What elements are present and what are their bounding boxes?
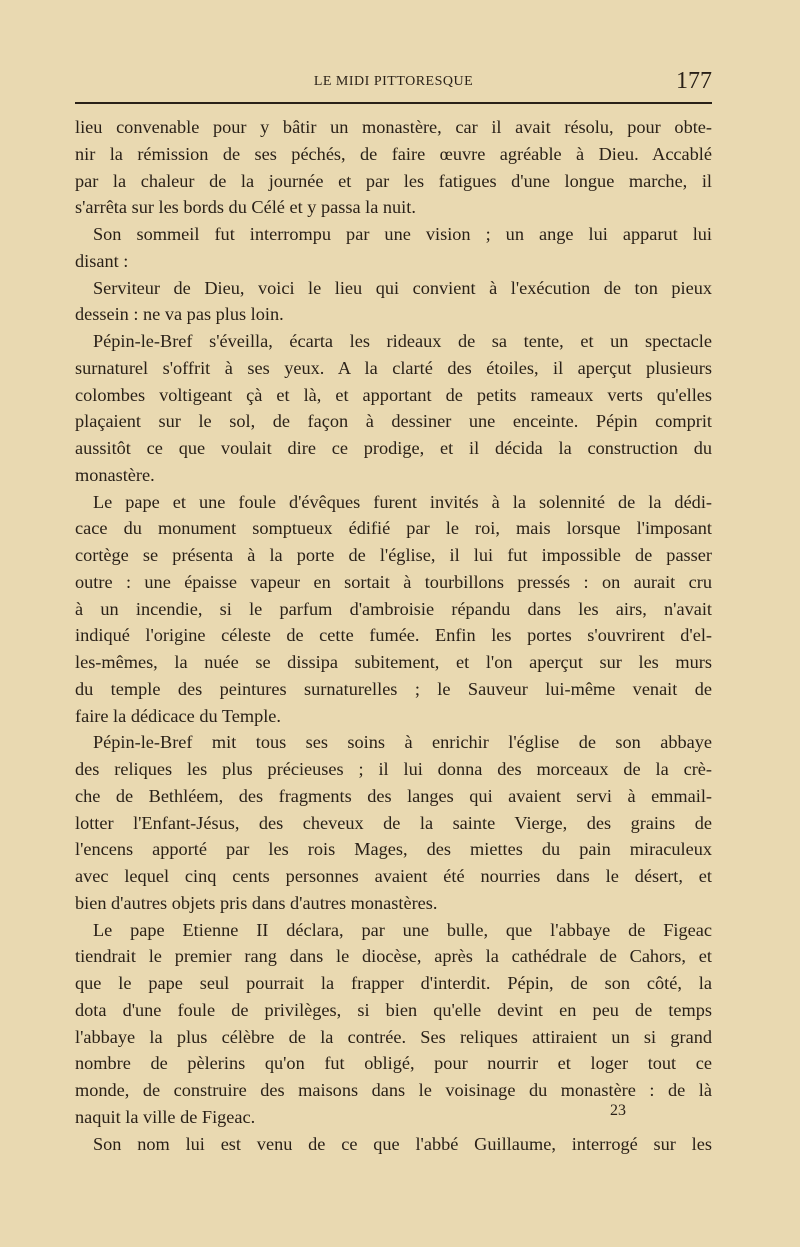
text-line: dota d'une foule de privilèges, si bien qu'elle devint en peu de temps: [75, 999, 712, 1020]
running-header: [75, 68, 712, 98]
text-line: faire la dédicace du Temple.: [75, 705, 281, 726]
paragraph: [75, 1131, 712, 1158]
text-line: plaçaient sur le sol, de façon à dessiner une enceinte. Pépin comprit: [75, 411, 712, 432]
text-line: Serviteur de Dieu, voici le lieu qui convient à l'exécution de ton pieux: [93, 277, 712, 298]
signature-mark: 23: [610, 1102, 626, 1119]
paragraph: [75, 275, 712, 329]
text-line: s'arrêta sur les bords du Célé et y passa la nuit.: [75, 197, 416, 218]
text-line: bien d'autres objets pris dans d'autres monastères.: [75, 892, 438, 913]
text-line: indiqué l'origine céleste de cette fumée. Enfin les portes s'ouvrirent d'el-: [75, 625, 712, 646]
text-line: Son sommeil fut interrompu par une vision ; un ange lui apparut lui: [93, 224, 712, 244]
text-line: cortège se présenta à la porte de l'église, il lui fut impossible de passer: [75, 545, 712, 565]
text-line: Le pape et une foule d'évêques furent invités à la solennité de la dédi-: [93, 491, 712, 512]
header-rule: [75, 102, 712, 104]
text-line: colombes voltigeant çà et là, et apportant de petits rameaux verts qu'elles: [75, 384, 712, 405]
text-line: les-mêmes, la nuée se dissipa subitement, et l'on aperçut sur les murs: [75, 652, 712, 672]
text-line: nombre de pèlerins qu'on fut obligé, pour nourrir et loger tout ce: [75, 1053, 712, 1074]
text-line: monastère.: [75, 464, 155, 485]
text-line: du temple des peintures surnaturelles ; le Sauveur lui-même venait de: [75, 678, 712, 699]
paragraph: [75, 917, 712, 1131]
text-line: tiendrait le premier rang dans le diocèse, après la cathédrale de Cahors, et: [75, 946, 712, 967]
text-line: l'abbaye la plus célèbre de la contrée. Ses reliques attiraient un si grand: [75, 1026, 712, 1047]
text-line: l'encens apporté par les rois Mages, des miettes du pain miraculeux: [75, 839, 712, 860]
text-line: che de Bethléem, des fragments des langes qui avaient servi à emmail-: [75, 785, 712, 806]
text-line: nir la rémission de ses péchés, de faire œuvre agréable à Dieu. Accablé: [75, 143, 712, 164]
text-line: avec lequel cinq cents personnes avaient été nourries dans le désert, et: [75, 866, 712, 886]
text-line: Le pape Etienne II déclara, par une bulle, que l'abbaye de Figeac: [93, 919, 712, 940]
paragraph: [75, 114, 712, 221]
text-line: dessein : ne va pas plus loin.: [75, 304, 284, 325]
paragraph: [75, 489, 712, 730]
text-line: des reliques les plus précieuses ; il lui donna des morceaux de la crè-: [75, 759, 712, 779]
text-line: disant :: [75, 250, 129, 271]
body-text: [75, 114, 712, 1157]
text-line: aussitôt ce que voulait dire ce prodige, et il décida la construction du: [75, 438, 712, 458]
text-line: lotter l'Enfant-Jésus, des cheveux de la sainte Vierge, des grains de: [75, 812, 712, 833]
text-line: outre : une épaisse vapeur en sortait à tourbillons pressés : on aurait cru: [75, 571, 712, 592]
text-line: naquit la ville de Figeac.: [75, 1106, 256, 1127]
text-line: par la chaleur de la journée et par les fatigues d'une longue marche, il: [75, 170, 712, 191]
text-line: Pépin-le-Bref s'éveilla, écarta les rideaux de sa tente, et un spectacle: [93, 331, 712, 351]
text-line: Son nom lui est venu de ce que l'abbé Guillaume, interrogé sur les: [93, 1133, 712, 1154]
running-title: LE MIDI PITTORESQUE: [313, 74, 474, 89]
paragraph: [75, 729, 712, 916]
text-line: à un incendie, si le parfum d'ambroisie répandu dans les airs, n'avait: [75, 598, 712, 619]
text-line: lieu convenable pour y bâtir un monastère, car il avait résolu, pour obte-: [75, 117, 712, 137]
text-line: cace du monument somptueux édifié par le roi, mais lorsque l'imposant: [75, 518, 712, 539]
text-line: que le pape seul pourrait la frapper d'interdit. Pépin, de son côté, la: [75, 973, 712, 993]
text-line: surnaturel s'offrit à ses yeux. A la clarté des étoiles, il aperçut plusieurs: [75, 357, 712, 378]
paragraph: [75, 328, 712, 489]
text-line: Pépin-le-Bref mit tous ses soins à enrichir l'église de son abbaye: [93, 732, 712, 753]
page-number: 177: [676, 68, 712, 94]
text-line: monde, de construire des maisons dans le voisinage du monastère : de là: [75, 1080, 712, 1100]
paragraph: [75, 221, 712, 275]
